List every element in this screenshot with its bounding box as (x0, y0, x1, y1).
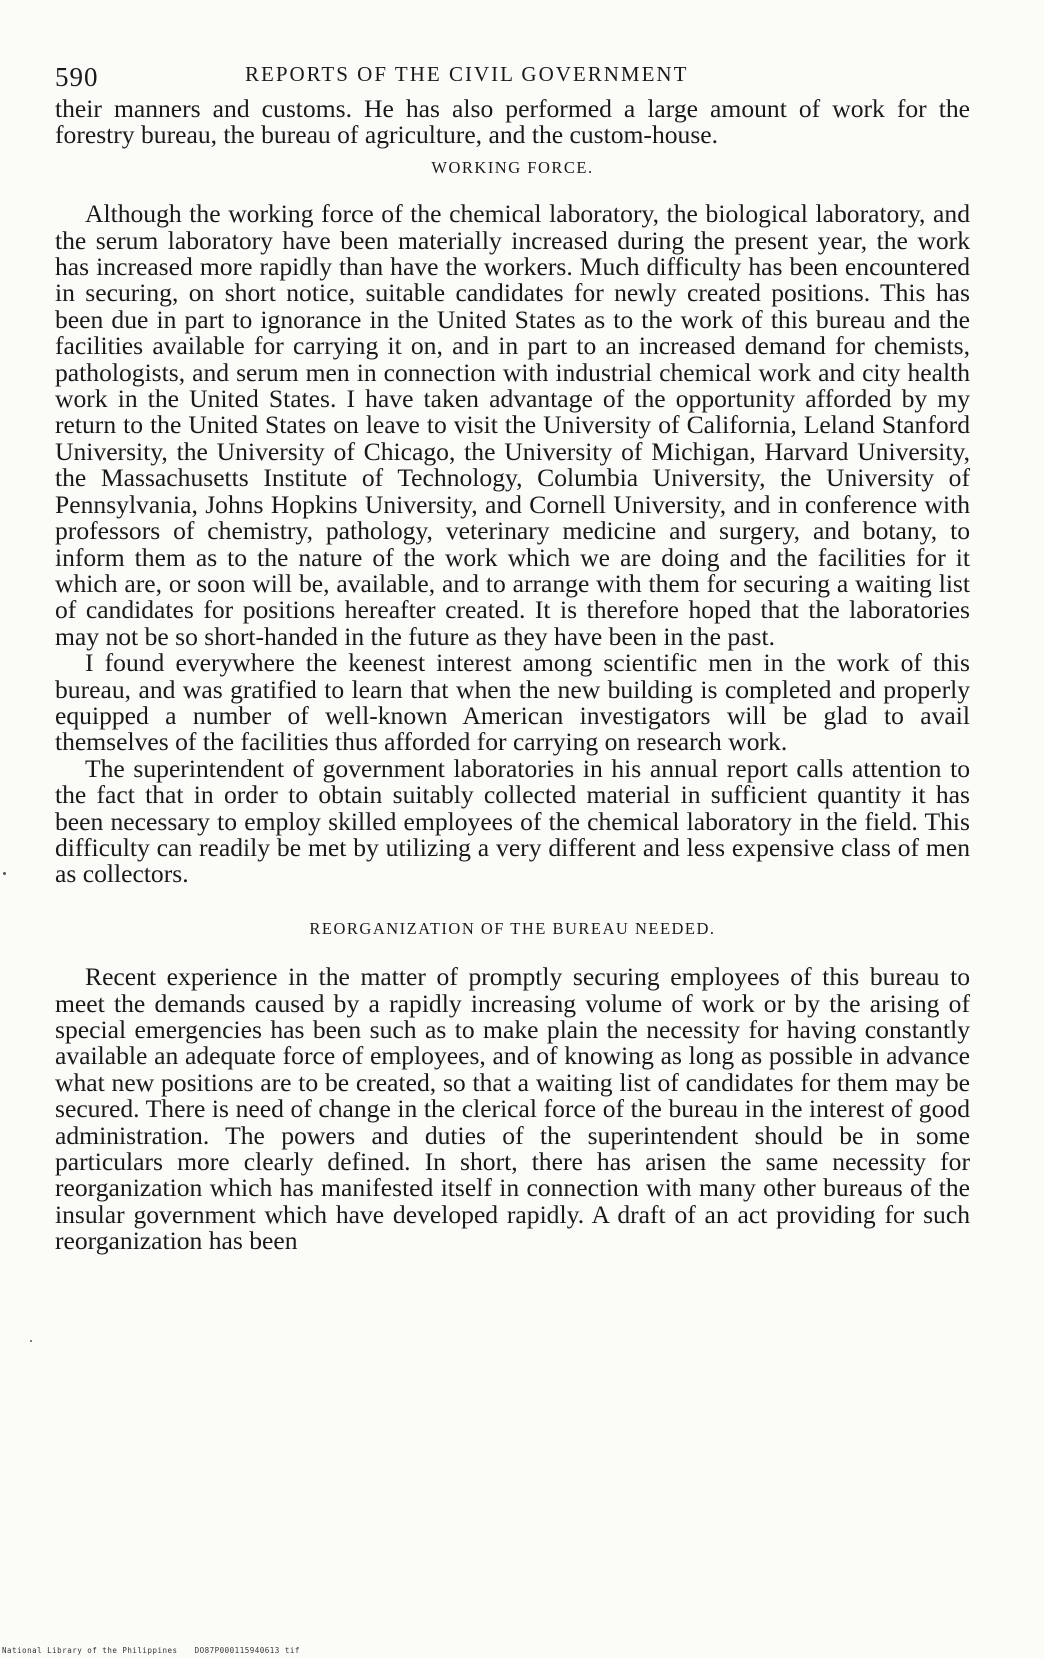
page-number: 590 (55, 62, 99, 92)
section-heading-working-force: WORKING FORCE. (431, 157, 594, 177)
document-page (55, 50, 970, 1255)
margin-speck (30, 1340, 32, 1342)
paragraph-working-force-1: Although the working force of the chemical laboratory, the biological laboratory, and the serum laboratory have been materially increased during the present year, the work has increased more rapidly than have the workers. Much difficulty has been encountered in securing, on short notice, suitable candidates for newly created positions. This has been due in part to ignorance in the United States as to the work of this bureau and the facilities available for carrying it on, and in part to an increased demand for chemists, pathologists, and serum men in connection with industrial chemical work and city health work in the United States. I have taken advantage of the opportunity afforded by my return to the United States on leave to visit the University of California, Leland Stanford University, the University of Chicago, the University of Michigan, Harvard University, the Massachusetts Institute of Technology, Columbia University, the University of Pennsylvania, Johns Hopkins University, and Cornell University, and in conference with professors of chemistry, pathology, veterinary medicine and surgery, and botany, to inform them as to the nature of the work which we are doing and the facilities for it which are, or soon will be, available, and to arrange with them for securing a waiting list of candidates for positions hereafter created. It is therefore hoped that the laboratories may not be so short-handed in the future as they have been in the past. (55, 199, 970, 651)
section-heading-reorganization: REORGANIZATION OF THE BUREAU NEEDED. (309, 918, 716, 938)
body-text (55, 96, 970, 1255)
footer-library: National Library of the Philippines (2, 1646, 178, 1655)
scan-footer (2, 1646, 312, 1655)
paragraph-reorganization-1: Recent experience in the matter of promptly securing employees of this bureau to meet the demands caused by a rapidly increasing volume of work or by the arising of special emergencies has been such as to make plain the necessity for having constantly available an adequate force of employees, and of knowing as long as possible in advance what new positions are to be created, so that a waiting list of candidates for them may be secured. There is need of change in the clerical force of the bureau in the interest of good administration. The powers and duties of the superintendent should be in some particulars more clearly defined. In short, there has arisen the same necessity for reorganization which has manifested itself in connection with many other bureaus of the insular government which have developed rapidly. A draft of an act providing for such reorganization has been (55, 962, 970, 1256)
paragraph-working-force-2: I found everywhere the keenest interest among scientific men in the work of this bureau, and was gratified to learn that when the new building is completed and properly equipped a number of well-known American investigators will be glad to avail themselves of the facilities thus afforded for carrying on research work. (55, 648, 970, 757)
running-head: REPORTS OF THE CIVIL GOVERNMENT (245, 62, 689, 86)
footer-file-id: DO87P000115940613 tif (194, 1646, 300, 1655)
page-header (55, 50, 970, 96)
continuation-paragraph: their manners and customs. He has also performed a large amount of work for the forestry bureau, the bureau of agriculture, and the custom-house. (55, 94, 970, 150)
margin-speck (3, 872, 6, 875)
paragraph-working-force-3: The superintendent of government laboratories in his annual report calls attention to the fact that in order to obtain suitably collected material in sufficient quantity it has been necessary to employ skilled employees of the chemical laboratory in the field. This difficulty can readily be met by utilizing a very different and less expensive class of men as collectors. (55, 753, 970, 889)
